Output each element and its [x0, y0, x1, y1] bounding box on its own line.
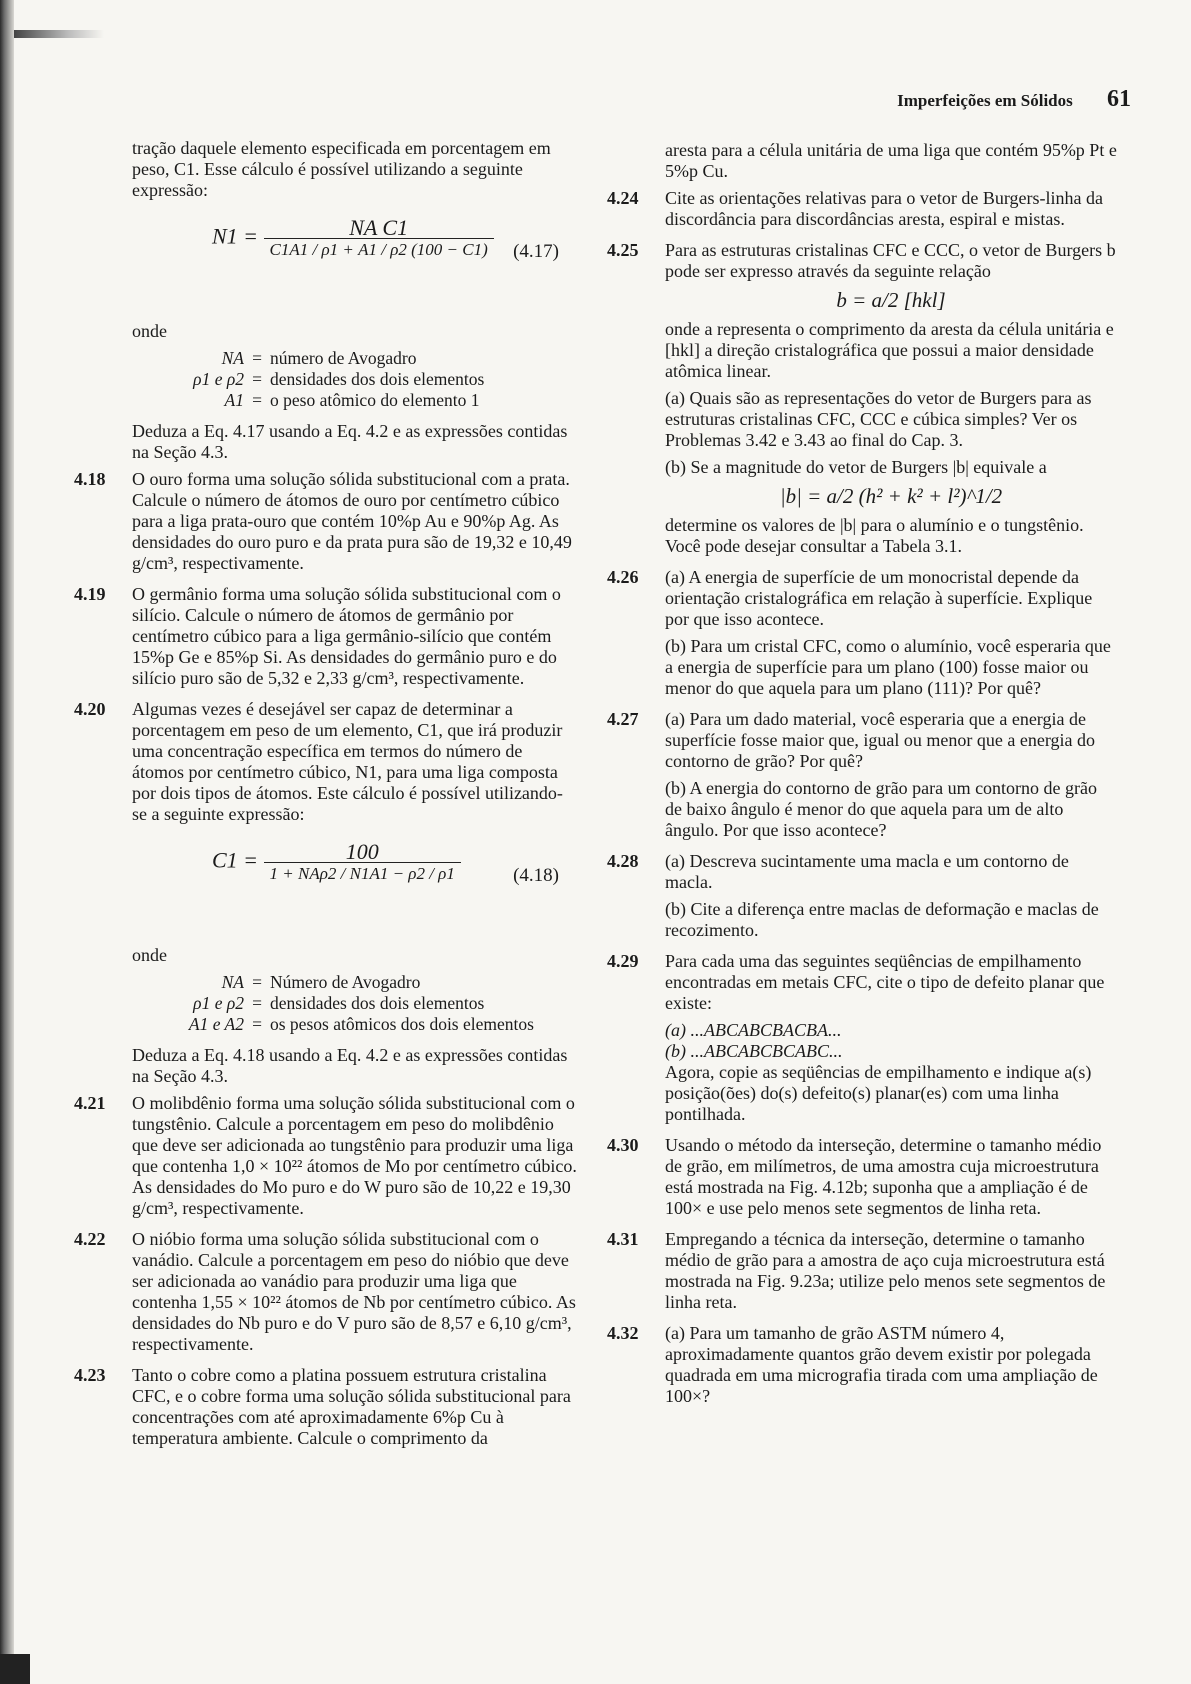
problem-part-a: (a) A energia de superfície de um monocristal depende da orientação cristalográfica em relação à superfície. Explique por que isso acontece.: [665, 567, 1093, 629]
def-row: ρ1 e ρ2 = densidades dos dois elementos: [193, 993, 485, 1013]
scan-bottom-mark: [0, 1654, 30, 1684]
problem-part-a: (a) Descreva sucintamente uma macla e um contorno de macla.: [665, 851, 1069, 892]
problem-4-29: [607, 951, 1117, 1125]
page-header: [897, 86, 1131, 113]
onde-2: onde: [132, 945, 167, 965]
eq417-lhs: N1 =: [212, 223, 259, 249]
problem-number: 4.29: [607, 951, 639, 971]
problem-number: 4.23: [74, 1365, 106, 1385]
problem-part-b: (b) Para um cristal CFC, como o alumínio, você esperaria que a energia de superfície para um plano (100) fosse maior ou menor do que aquela para um plano (111)? Por quê?: [665, 636, 1111, 698]
problem-4-25: [607, 240, 1117, 557]
problem-text: Tanto o cobre como a platina possuem estrutura cristalina CFC, e o cobre forma uma solução sólida substitucional para concentrações com até aproximadamente 6%p Cu à temperatura ambiente. Calcule o comprimento da: [132, 1365, 571, 1448]
page-number: 61: [1107, 86, 1131, 112]
problem-part-b: (b) Se a magnitude do vetor de Burgers |b| equivale a: [665, 457, 1047, 477]
problem-4-26: [607, 567, 1117, 699]
deduce-4-17: Deduza a Eq. 4.17 usando a Eq. 4.2 e as expressões contidas na Seção 4.3.: [132, 421, 568, 462]
problem-4-21: [74, 1093, 577, 1219]
problem-part-b: (b) A energia do contorno de grão para um contorno de grão de baixo ângulo é menor do que aquela para um de alto ângulo. Por que isso acontece?: [665, 778, 1098, 840]
eq417-den1: C1A1 / ρ1: [269, 240, 339, 259]
problem-4-28: [607, 851, 1117, 941]
left-column: [74, 138, 577, 1459]
problem-4-20: [74, 699, 577, 825]
burgers-magnitude-equation: |b| = a/2 (h² + k² + l²)^1/2: [779, 484, 1003, 508]
scan-corner-mark: [14, 30, 104, 38]
eq418-numerator: 100: [264, 841, 461, 863]
eq417-numerator: NA C1: [264, 217, 494, 239]
problem-text: Usando o método da interseção, determine o tamanho médio de grão, em milímetros, de uma amostra cuja microestrutura está mostrada na Fig. 4.12b; suponha que a ampliação é de 100× e use pelo menos sete segmentos de linha reta.: [665, 1135, 1102, 1218]
problem-text: O germânio forma uma solução sólida substitucional com o silício. Calcule o número de átomos de germânio por centímetro cúbico para a liga germânio-silício que contém 15%p Ge e 85%p Si. As densidades do germânio puro e do silício puro são de 5,32 e 2,33 g/cm³, respectivamente.: [132, 584, 561, 688]
problem-number: 4.32: [607, 1323, 639, 1343]
def-row: ρ1 e ρ2 = densidades dos dois elementos: [193, 369, 485, 389]
problem-4-19: [74, 584, 577, 689]
problem-part-a: (a) Para um dado material, você esperaria que a energia de superfície fosse maior que, igual ou menor que a energia do contorno de grão? Por quê?: [665, 709, 1096, 771]
problem-text: Cite as orientações relativas para o vetor de Burgers-linha da discordância para discordâncias aresta, espiral e mistas.: [665, 188, 1104, 229]
problem-number: 4.22: [74, 1229, 106, 1249]
problem-text-where: onde a representa o comprimento da aresta da célula unitária e [hkl] a direção cristalográfica que possui a maior densidade atômica linear.: [665, 319, 1114, 381]
def-row: A1 = o peso atômico do elemento 1: [224, 390, 480, 410]
deduce-4-18: Deduza a Eq. 4.18 usando a Eq. 4.2 e as expressões contidas na Seção 4.3.: [132, 1045, 568, 1086]
problem-number: 4.24: [607, 188, 639, 208]
problem-part-a: (a) Quais são as representações do vetor de Burgers para as estruturas cristalinas CFC, CCC e cúbica simples? Ver os Problemas 3.42 e 3.43 ao final do Cap. 3.: [665, 388, 1092, 450]
problem-4-22: [74, 1229, 577, 1355]
equation-4-17: [132, 211, 577, 307]
eq418-lhs: C1 =: [212, 847, 259, 873]
problem-number: 4.21: [74, 1093, 106, 1113]
eq417-den2: A1 / ρ2 (100 − C1): [358, 240, 488, 259]
problem-text: (a) Para um tamanho de grão ASTM número 4, aproximadamente quantos grão devem existir por polegada quadrada em uma micrografia tirada com uma ampliação de 100×?: [665, 1323, 1098, 1406]
continuation-text: aresta para a célula unitária de uma liga que contém 95%p Pt e 5%p Cu.: [665, 140, 1117, 181]
problem-part-b: (b) Cite a diferença entre maclas de deformação e maclas de recozimento.: [665, 899, 1099, 940]
problem-4-24: [607, 188, 1117, 230]
burgers-vector-equation: b = a/2 [hkl]: [836, 288, 946, 312]
problem-number: 4.30: [607, 1135, 639, 1155]
running-title: Imperfeições em Sólidos: [897, 91, 1073, 110]
problem-number: 4.25: [607, 240, 639, 260]
sequence-b: (b) ...ABCABCBCABC...: [665, 1041, 843, 1061]
problem-text: Algumas vezes é desejável ser capaz de determinar a porcentagem em peso de um elemento, C1, que irá produzir uma concentração específica em termos do número de átomos por centímetro cúbico, N1, para uma liga composta por dois tipos de átomos. Este cálculo é possível utilizando-se a seguinte expressão:: [132, 699, 563, 824]
problem-4-18: [74, 469, 577, 574]
problem-4-31: [607, 1229, 1117, 1313]
problem-4-27: [607, 709, 1117, 841]
eq418-label: (4.18): [513, 865, 559, 886]
problem-number: 4.27: [607, 709, 639, 729]
intro-text: tração daquele elemento especificada em porcentagem em peso, C1. Esse cálculo é possível utilizando a seguinte expressão:: [132, 138, 551, 200]
problem-number: 4.31: [607, 1229, 639, 1249]
problem-4-32: [607, 1323, 1117, 1407]
definitions-2: [152, 972, 577, 1035]
problem-4-23: [74, 1365, 577, 1449]
right-column: [607, 140, 1117, 1417]
eq417-plus: +: [342, 240, 354, 259]
problem-text: Para cada uma das seguintes seqüências de empilhamento encontradas em metais CFC, cite o tipo de defeito planar que existe:: [665, 951, 1105, 1013]
sequence-a: (a) ...ABCABCBACBA...: [665, 1020, 842, 1040]
equation-4-18: [132, 835, 577, 931]
problem-text-after: Agora, copie as seqüências de empilhamento e indique a(s) posição(ões) do(s) defeito(s) planar(es) com uma linha pontilhada.: [665, 1062, 1092, 1124]
problem-number: 4.19: [74, 584, 106, 604]
problem-text: O molibdênio forma uma solução sólida substitucional com o tungstênio. Calcule a porcentagem em peso do molibdênio que deve ser adicionada ao tungstênio para produzir uma liga que contenha 1,0 × 10²² átomos de Mo por centímetro cúbico. As densidades do Mo puro e do W puro são de 10,22 e 19,30 g/cm³, respectivamente.: [132, 1093, 577, 1218]
onde-1: onde: [132, 321, 167, 341]
def-row: NA = número de Avogadro: [221, 348, 417, 368]
problem-text: Empregando a técnica da interseção, determine o tamanho médio de grão para a amostra de aço cuja microestrutura está mostrada na Fig. 9.23a; utilize pelo menos sete segmentos de linha reta.: [665, 1229, 1106, 1312]
eq417-label: (4.17): [513, 241, 559, 262]
problem-number: 4.26: [607, 567, 639, 587]
problem-text-determine: determine os valores de |b| para o alumínio e o tungstênio. Você pode desejar consultar a Tabela 3.1.: [665, 515, 1084, 556]
problem-text: O ouro forma uma solução sólida substitucional com a prata. Calcule o número de átomos de ouro por centímetro cúbico para a liga prata-ouro que contém 10%p Au e 90%p Ag. As densidades do ouro puro e da prata pura são de 19,32 e 10,49 g/cm³, respectivamente.: [132, 469, 572, 573]
problem-number: 4.28: [607, 851, 639, 871]
problem-number: 4.20: [74, 699, 106, 719]
def-row: A1 e A2 = os pesos atômicos dos dois elementos: [188, 1014, 534, 1034]
def-row: NA = Número de Avogadro: [221, 972, 421, 992]
problem-text: O nióbio forma uma solução sólida substitucional com o vanádio. Calcule a porcentagem em peso do nióbio que deve ser adicionada ao vanádio para produzir uma liga que contenha 1,55 × 10²² átomos de Nb por centímetro cúbico. As densidades do Nb puro e do V puro são de 8,57 e 6,10 g/cm³, respectivamente.: [132, 1229, 576, 1354]
definitions-1: [152, 348, 577, 411]
problem-4-30: [607, 1135, 1117, 1219]
scan-shadow-edge: [0, 0, 14, 1684]
problem-text: Para as estruturas cristalinas CFC e CCC, o vetor de Burgers b pode ser expresso através da seguinte relação: [665, 240, 1116, 281]
eq418-denominator: 1 + NAρ2 / N1A1 − ρ2 / ρ1: [269, 864, 455, 883]
problem-number: 4.18: [74, 469, 106, 489]
